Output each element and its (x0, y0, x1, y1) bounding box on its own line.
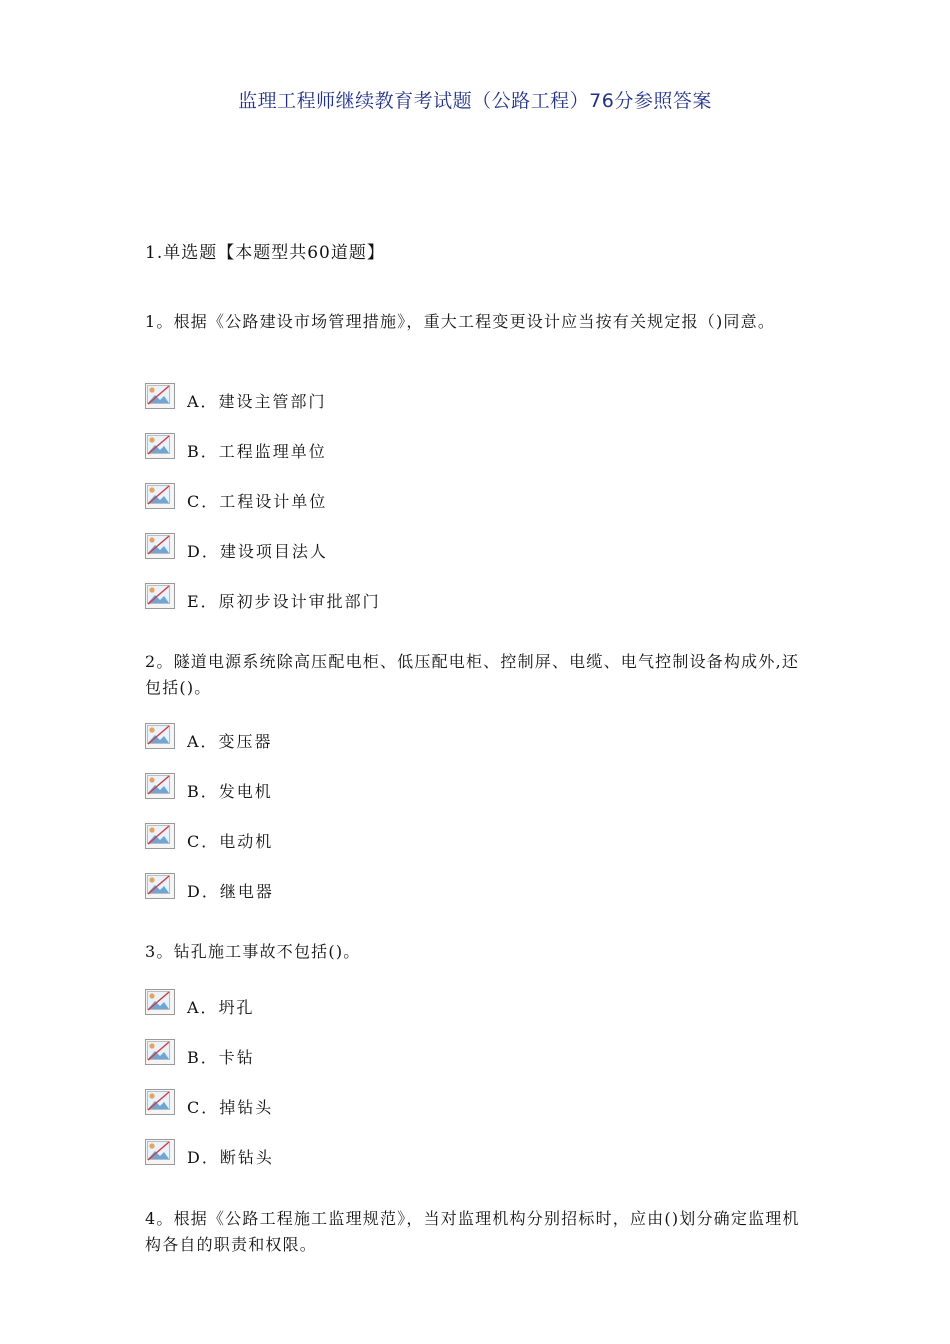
option-label: A．坍孔 (187, 997, 255, 1017)
option-2d[interactable] (145, 876, 274, 904)
option-label: B．工程监理单位 (187, 441, 327, 461)
broken-image-icon (145, 1139, 175, 1165)
broken-image-icon (145, 583, 175, 609)
option-3c[interactable] (145, 1092, 273, 1120)
broken-image-icon (145, 1089, 175, 1115)
option-1b[interactable] (145, 436, 327, 464)
question-2: 2。隧道电源系统除高压配电柜、低压配电柜、控制屏、电缆、电气控制设备构成外,还包括()。 (145, 652, 800, 697)
option-label: B．卡钻 (187, 1047, 255, 1067)
option-1c[interactable] (145, 486, 327, 514)
question-4: 4。根据《公路工程施工监理规范》，当对监理机构分别招标时，应由()划分确定监理机构各自的职责和权限。 (145, 1209, 800, 1254)
option-3a[interactable] (145, 992, 255, 1020)
broken-image-icon (145, 873, 175, 899)
option-2c[interactable] (145, 826, 273, 854)
section-heading: 1.单选题【本题型共60道题】 (145, 243, 385, 263)
option-2a[interactable] (145, 726, 273, 754)
option-label: E．原初步设计审批部门 (187, 591, 381, 611)
option-label: D．继电器 (187, 881, 274, 901)
broken-image-icon (145, 1039, 175, 1065)
broken-image-icon (145, 483, 175, 509)
broken-image-icon (145, 773, 175, 799)
broken-image-icon (145, 823, 175, 849)
option-1a[interactable] (145, 386, 327, 414)
question-3: 3。钻孔施工事故不包括()。 (145, 942, 361, 961)
option-label: C．电动机 (187, 831, 274, 851)
question-1: 1。根据《公路建设市场管理措施》，重大工程变更设计应当按有关规定报（)同意。 (145, 312, 776, 331)
option-2b[interactable] (145, 776, 273, 804)
broken-image-icon (145, 723, 175, 749)
option-label: C．掉钻头 (187, 1097, 274, 1117)
option-1e[interactable] (145, 586, 381, 614)
option-label: C．工程设计单位 (187, 491, 328, 511)
option-1d[interactable] (145, 536, 328, 564)
broken-image-icon (145, 433, 175, 459)
broken-image-icon (145, 383, 175, 409)
document-title: 监理工程师继续教育考试题（公路工程）76分参照答案 (238, 90, 712, 112)
option-label: D．断钻头 (187, 1147, 274, 1167)
option-label: A．建设主管部门 (187, 391, 327, 411)
option-label: D．建设项目法人 (187, 541, 328, 561)
option-label: A．变压器 (187, 731, 273, 751)
broken-image-icon (145, 989, 175, 1015)
option-3b[interactable] (145, 1042, 255, 1070)
option-3d[interactable] (145, 1142, 274, 1170)
option-label: B．发电机 (187, 781, 273, 801)
broken-image-icon (145, 533, 175, 559)
